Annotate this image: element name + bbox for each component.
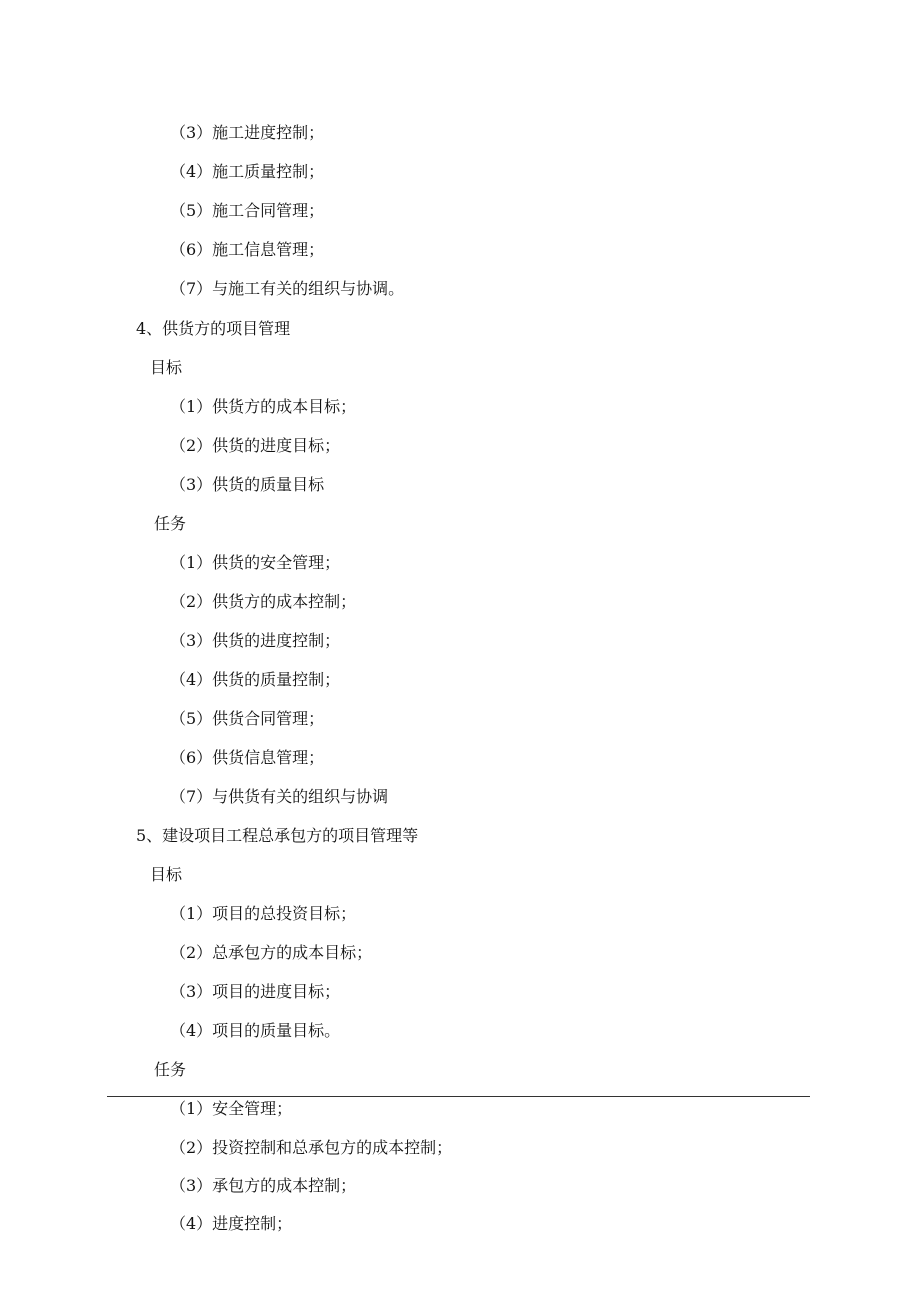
list-item: （1）项目的总投资目标； xyxy=(170,904,357,923)
subsection-label-goals: 目标 xyxy=(150,865,183,884)
section-heading: 4、供货方的项目管理 xyxy=(136,319,291,338)
list-item: （2）供货的进度目标； xyxy=(170,436,341,455)
list-item: （2）总承包方的成本目标； xyxy=(170,943,373,962)
section-heading: 5、建设项目工程总承包方的项目管理等 xyxy=(136,826,419,845)
list-item: （6）施工信息管理； xyxy=(170,240,325,259)
list-item: （2）投资控制和总承包方的成本控制； xyxy=(170,1138,453,1157)
list-item: （7）与施工有关的组织与协调。 xyxy=(170,279,405,298)
subsection-label-tasks: 任务 xyxy=(154,1060,187,1079)
list-item: （5）供货合同管理； xyxy=(170,709,325,728)
list-item: （3）供货的进度控制； xyxy=(170,631,341,650)
list-item: （6）供货信息管理； xyxy=(170,748,325,767)
list-item: （1）供货方的成本目标； xyxy=(170,397,357,416)
list-item: （5）施工合同管理； xyxy=(170,201,325,220)
list-item: （4）项目的质量目标。 xyxy=(170,1021,341,1040)
list-item: （3）项目的进度目标； xyxy=(170,982,341,1001)
list-item: （3）施工进度控制； xyxy=(170,123,325,142)
list-item: （4）施工质量控制； xyxy=(170,162,325,181)
list-item: （3）供货的质量目标 xyxy=(170,475,325,494)
subsection-label-goals: 目标 xyxy=(150,358,183,377)
list-item: （1）安全管理； xyxy=(170,1099,293,1118)
list-item: （3）承包方的成本控制； xyxy=(170,1176,357,1195)
list-item: （4）进度控制； xyxy=(170,1214,293,1233)
list-item: （2）供货方的成本控制； xyxy=(170,592,357,611)
list-item: （1）供货的安全管理； xyxy=(170,553,341,572)
list-item: （4）供货的质量控制； xyxy=(170,670,341,689)
page-divider xyxy=(107,1096,810,1097)
list-item: （7）与供货有关的组织与协调 xyxy=(170,787,389,806)
subsection-label-tasks: 任务 xyxy=(154,514,187,533)
